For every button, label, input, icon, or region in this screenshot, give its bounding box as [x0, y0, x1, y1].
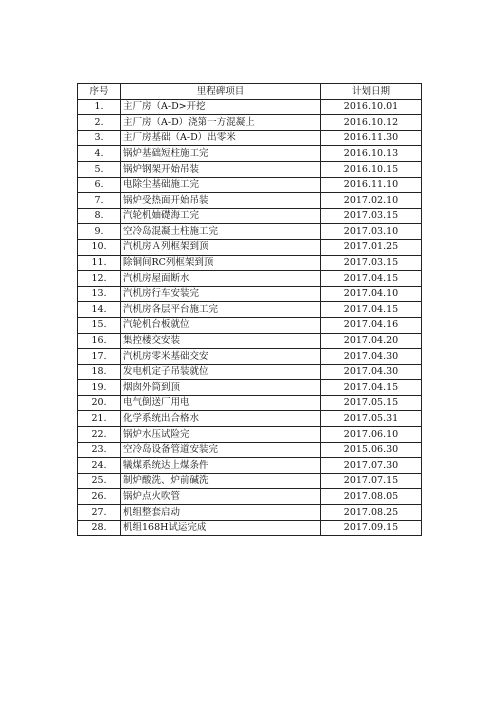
table-row — [78, 473, 422, 489]
header-milestone: 里程碑项目 — [121, 84, 321, 100]
table-row — [78, 99, 422, 115]
row-plan-date: 2017.08.05 — [321, 489, 422, 505]
row-seq: 27. — [78, 505, 121, 521]
row-milestone-name: 电气倒送厂用电 — [121, 395, 321, 411]
row-plan-date: 2017.08.25 — [321, 505, 422, 521]
row-seq: 4. — [78, 146, 121, 162]
table-row — [78, 520, 422, 536]
table-row — [78, 427, 422, 443]
row-seq: 24. — [78, 458, 121, 474]
row-plan-date: 2017.04.30 — [321, 349, 422, 365]
row-seq: 9. — [78, 224, 121, 240]
header-seq: 序号 — [78, 84, 121, 100]
row-plan-date: 2017.06.10 — [321, 427, 422, 443]
row-milestone-name: 锅炉基础短柱施工完 — [121, 146, 321, 162]
row-plan-date: 2017.07.15 — [321, 473, 422, 489]
row-seq: 12. — [78, 271, 121, 287]
row-milestone-name: 锅炉水压试险完 — [121, 427, 321, 443]
row-milestone-name: 汽机房行车安装完 — [121, 286, 321, 302]
table-row — [78, 255, 422, 271]
row-plan-date: 2017.04.30 — [321, 364, 422, 380]
row-plan-date: 2017.01.25 — [321, 239, 422, 255]
row-seq: 23. — [78, 442, 121, 458]
table-row — [78, 146, 422, 162]
row-seq: 13. — [78, 286, 121, 302]
row-plan-date: 2017.05.31 — [321, 411, 422, 427]
table-row — [78, 364, 422, 380]
table-row — [78, 302, 422, 318]
table-row — [78, 505, 422, 521]
table-row — [78, 177, 422, 193]
table-header — [78, 84, 422, 100]
row-plan-date: 2016.10.01 — [321, 99, 422, 115]
row-seq: 10. — [78, 239, 121, 255]
table-row — [78, 115, 422, 131]
row-seq: 15. — [78, 317, 121, 333]
row-milestone-name: 空冷岛设备管道安装完 — [121, 442, 321, 458]
row-plan-date: 2017.04.15 — [321, 380, 422, 396]
row-milestone-name: 化学系统出合格水 — [121, 411, 321, 427]
table-row — [78, 458, 422, 474]
table-row — [78, 411, 422, 427]
row-plan-date: 2017.05.15 — [321, 395, 422, 411]
row-seq: 2. — [78, 115, 121, 131]
header-row — [78, 84, 422, 100]
table-row — [78, 286, 422, 302]
table-row — [78, 349, 422, 365]
row-seq: 22. — [78, 427, 121, 443]
table-row — [78, 317, 422, 333]
table-row — [78, 380, 422, 396]
row-milestone-name: 汽机房零米基础交安 — [121, 349, 321, 365]
row-plan-date: 2015.06.30 — [321, 442, 422, 458]
row-milestone-name: 烟囱外筒到顶 — [121, 380, 321, 396]
row-milestone-name: 发电机定子吊装就位 — [121, 364, 321, 380]
table-row — [78, 395, 422, 411]
table-row — [78, 239, 422, 255]
row-milestone-name: 汽机房屋面断水 — [121, 271, 321, 287]
row-milestone-name: 主厂房（A-D）浇第一方混凝上 — [121, 115, 321, 131]
row-seq: 16. — [78, 333, 121, 349]
row-seq: 20. — [78, 395, 121, 411]
row-plan-date: 2017.04.16 — [321, 317, 422, 333]
row-seq: 6. — [78, 177, 121, 193]
row-milestone-name: 主厂房（A-D>开挖 — [121, 99, 321, 115]
row-plan-date: 2017.07.30 — [321, 458, 422, 474]
row-milestone-name: 电除尘基础施工完 — [121, 177, 321, 193]
row-milestone-name: 汽机房各层平台施工完 — [121, 302, 321, 318]
row-plan-date: 2017.02.10 — [321, 193, 422, 209]
row-plan-date: 2017.03.15 — [321, 255, 422, 271]
row-seq: 18. — [78, 364, 121, 380]
row-seq: 21. — [78, 411, 121, 427]
row-seq: 3. — [78, 130, 121, 146]
row-plan-date: 2016.11.30 — [321, 130, 422, 146]
row-milestone-name: 汽机房Ａ列框架到顶 — [121, 239, 321, 255]
header-date: 计划日期 — [321, 84, 422, 100]
table-row — [78, 161, 422, 177]
row-plan-date: 2016.10.13 — [321, 146, 422, 162]
row-seq: 26. — [78, 489, 121, 505]
row-milestone-name: 锅炉点火吹管 — [121, 489, 321, 505]
row-seq: 11. — [78, 255, 121, 271]
row-milestone-name: 除铜间RC列框架到顶 — [121, 255, 321, 271]
milestone-table — [77, 83, 422, 536]
row-plan-date: 2016.10.12 — [321, 115, 422, 131]
row-plan-date: 2017.04.15 — [321, 271, 422, 287]
table-body — [78, 99, 422, 536]
row-plan-date: 2017.03.15 — [321, 208, 422, 224]
row-plan-date: 2017.03.10 — [321, 224, 422, 240]
row-plan-date: 2017.09.15 — [321, 520, 422, 536]
row-milestone-name: 锅炉钢架开始吊装 — [121, 161, 321, 177]
row-milestone-name: 锅炉受热面开始吊装 — [121, 193, 321, 209]
table-row — [78, 333, 422, 349]
row-seq: 19. — [78, 380, 121, 396]
table-row — [78, 224, 422, 240]
row-milestone-name: 汽轮机妯礎海工完 — [121, 208, 321, 224]
row-milestone-name: 主厂房基础（A-D）出零米 — [121, 130, 321, 146]
table-row — [78, 271, 422, 287]
table-row — [78, 208, 422, 224]
row-seq: 17. — [78, 349, 121, 365]
row-seq: 7. — [78, 193, 121, 209]
row-plan-date: 2017.04.10 — [321, 286, 422, 302]
row-milestone-name: 汽轮机台板就位 — [121, 317, 321, 333]
row-seq: 25. — [78, 473, 121, 489]
row-milestone-name: 犠煤系统达上煤条件 — [121, 458, 321, 474]
table-row — [78, 489, 422, 505]
table-row — [78, 130, 422, 146]
row-plan-date: 2016.11.10 — [321, 177, 422, 193]
row-plan-date: 2017.04.20 — [321, 333, 422, 349]
row-seq: 14. — [78, 302, 121, 318]
row-milestone-name: 机组168H试运完成 — [121, 520, 321, 536]
row-milestone-name: 制炉酸洗、炉前碱洗 — [121, 473, 321, 489]
row-seq: 1. — [78, 99, 121, 115]
row-seq: 8. — [78, 208, 121, 224]
row-milestone-name: 机组整套启动 — [121, 505, 321, 521]
row-milestone-name: 空冷岛混凝土柱施工完 — [121, 224, 321, 240]
row-seq: 28. — [78, 520, 121, 536]
row-plan-date: 2016.10.15 — [321, 161, 422, 177]
row-milestone-name: 集控楼交安装 — [121, 333, 321, 349]
row-seq: 5. — [78, 161, 121, 177]
table-row — [78, 442, 422, 458]
row-plan-date: 2017.04.15 — [321, 302, 422, 318]
table-row — [78, 193, 422, 209]
